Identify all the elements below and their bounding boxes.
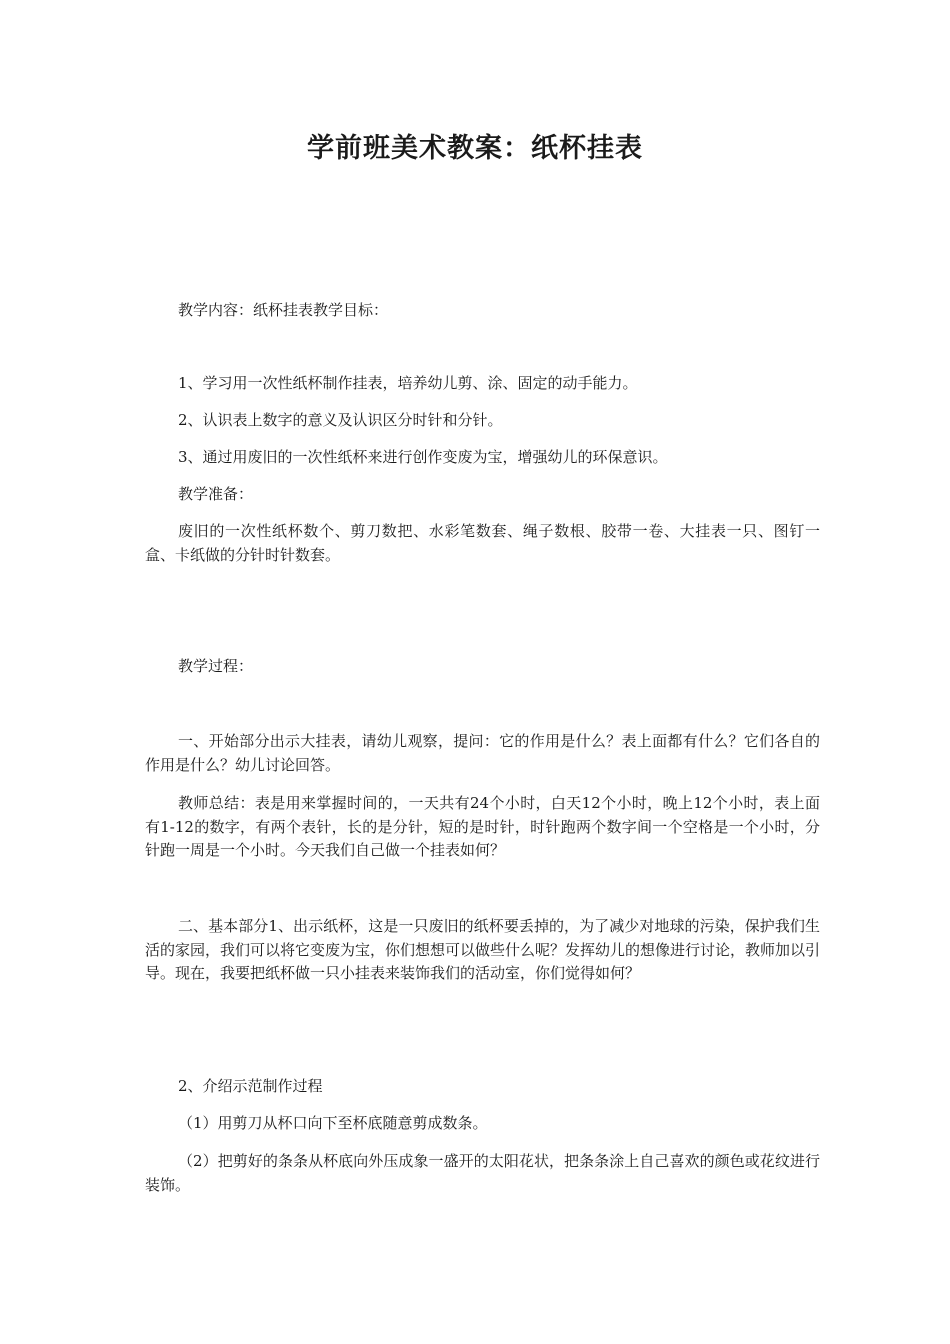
page-title: 学前班美术教案：纸杯挂表 [307,133,643,164]
paragraph-teaching-content: 教学内容：纸杯挂表教学目标： [178,301,389,319]
paragraph-step-1: （1）用剪刀从杯口向下至杯底随意剪成数条。 [178,1114,488,1132]
paragraph-objective-3: 3、通过用废旧的一次性纸杯来进行创作变废为宝，增强幼儿的环保意识。 [178,448,668,466]
paragraph-teacher-summary: 教师总结：表是用来掌握时间的，一天共有24个小时，白天12个小时，晚上12个小时，表上面有1-12的数字，有两个表针，长的是分针，短的是时针，时针跑两个数字间一个空格是一个小时，分针跑一周是一个小时。今天我们自己做一个挂表如何？ [145,794,820,859]
paragraph-part-two: 二、基本部分1、出示纸杯，这是一只废旧的纸杯要丢掉的，为了减少对地球的污染，保护我们生活的家园，我们可以将它变废为宝，你们想想可以做些什么呢？发挥幼儿的想像进行讨论，教师加以引导。现在，我要把纸杯做一只小挂表来装饰我们的活动室，你们觉得如何？ [145,917,821,982]
paragraph-demo-heading: 2、介绍示范制作过程 [178,1077,323,1095]
paragraph-objective-2: 2、认识表上数字的意义及认识区分时针和分针。 [178,411,503,429]
paragraph-preparation-materials: 废旧的一次性纸杯数个、剪刀数把、水彩笔数套、绳子数根、胶带一卷、大挂表一只、图钉一盒、卡纸做的分针时针数套。 [145,522,820,564]
paragraph-part-one: 一、开始部分出示大挂表，请幼儿观察，提问：它的作用是什么？表上面都有什么？它们各自的作用是什么？幼儿讨论回答。 [145,732,820,774]
paragraph-process-heading: 教学过程： [178,657,254,675]
paragraph-preparation-heading: 教学准备： [178,485,254,503]
paragraph-objective-1: 1、学习用一次性纸杯制作挂表，培养幼儿剪、涂、固定的动手能力。 [178,374,638,392]
paragraph-step-2: （2）把剪好的条条从杯底向外压成象一盛开的太阳花状，把条条涂上自己喜欢的颜色或花纹进行装饰。 [145,1152,820,1194]
